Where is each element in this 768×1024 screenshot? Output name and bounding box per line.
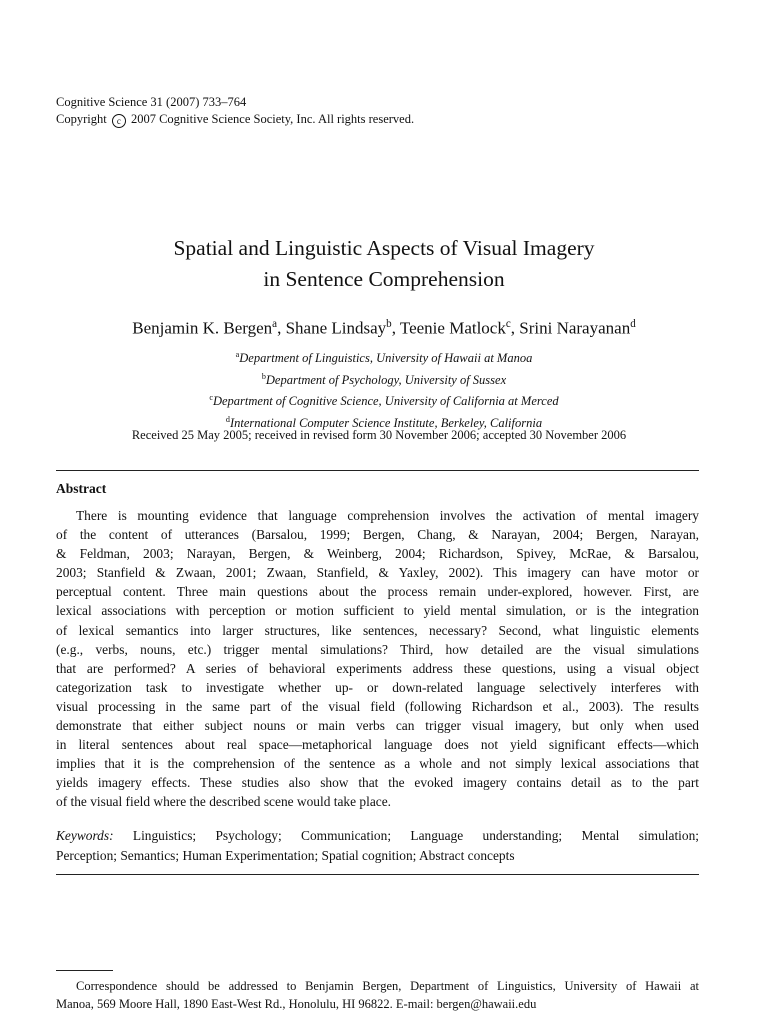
copyright-prefix: Copyright	[56, 112, 107, 126]
footnote-line: Correspondence should be addressed to Benjamin Bergen, Department of Linguistics, University of Hawaii at	[76, 979, 699, 993]
author-affiliation-mark: b	[386, 318, 392, 330]
abstract-line: (e.g., verbs, nouns, etc.) trigger mental simulations? Third, how detailed are the visual simulations	[56, 641, 699, 657]
abstract-line: 2003; Stanfield & Zwaan, 2001; Zwaan, Stanfield, & Yaxley, 2002). This imagery can have motor or	[56, 565, 699, 581]
author-name: Benjamin K. Bergen	[132, 318, 273, 338]
affiliation-text: Department of Psychology, University of Sussex	[265, 372, 507, 387]
journal-header	[56, 94, 414, 128]
abstract-line: & Feldman, 2003; Narayan, Bergen, & Weinberg, 2004; Richardson, Spivey, McRae, & Barsalou,	[56, 546, 699, 562]
copyright-text: 2007 Cognitive Science Society, Inc. All rights reserved.	[130, 112, 415, 126]
author-separator: ,	[510, 318, 520, 338]
affiliation-text: Department of Cognitive Science, University of California at Merced	[212, 394, 559, 409]
abstract-line: perceptual content. Three main questions about the process remain under-explored, however. First, are	[56, 584, 699, 600]
author-name: Teenie Matlock	[399, 318, 506, 338]
keywords-text: Linguistics; Psychology; Communication; Language understanding; Mental simulation;	[132, 828, 699, 843]
affiliation-mark: c	[209, 393, 213, 403]
abstract-line: There is mounting evidence that language comprehension involves the activation of mental imagery	[76, 508, 699, 523]
keywords-line	[56, 826, 699, 846]
abstract-line: in literal sentences about real space—metaphorical language does not yield significant effects—which	[56, 737, 699, 753]
affiliation	[0, 368, 768, 390]
abstract-line: of the content of utterances (Barsalou, 1999; Bergen, Chang, & Narayan, 2004; Bergen, Narayan,	[56, 527, 699, 543]
author-name: Srini Narayanan	[519, 318, 631, 338]
abstract-line: categorization task to investigate whether up- or down-related language selectively interferes with	[56, 679, 699, 695]
author-affiliation-mark: c	[505, 318, 511, 330]
keywords-label: Keywords:	[56, 828, 114, 843]
abstract-top-rule	[56, 470, 699, 471]
journal-citation: Cognitive Science 31 (2007) 733–764	[56, 95, 247, 109]
affiliation-text: International Computer Science Institute, Berkeley, California	[229, 416, 543, 431]
affiliation	[0, 389, 768, 411]
abstract-line: of lexical semantics into larger structures, like sentences, necessary? Second, what linguistic elements	[56, 622, 699, 638]
abstract-line: of the visual field where the described scene would take place.	[56, 794, 392, 810]
author-affiliation-mark: a	[272, 318, 278, 330]
affiliation-mark: a	[235, 350, 240, 359]
affiliation-list	[0, 346, 768, 433]
abstract-line: that are performed? A series of behavioral experiments address these questions, using a visual object	[56, 660, 699, 676]
keywords-line: Perception; Semantics; Human Experimentation; Spatial cognition; Abstract concepts	[56, 847, 515, 863]
abstract-body	[56, 506, 699, 812]
author-list	[0, 312, 768, 341]
footnote-line: Manoa, 569 Moore Hall, 1890 East-West Rd., Honolulu, HI 96822. E-mail: bergen@hawaii.edu	[56, 997, 537, 1011]
affiliation-text: Department of Linguistics, University of Hawaii at Manoa	[239, 351, 533, 366]
title-line-1: Spatial and Linguistic Aspects of Visual Imagery	[173, 236, 595, 260]
copyright-line	[56, 111, 414, 128]
keywords-block	[56, 826, 699, 865]
abstract-line: yields imagery effects. These studies also show that the evoked imagery contains detail as to the part	[56, 775, 699, 791]
affiliation	[0, 346, 768, 368]
title-line-2: in Sentence Comprehension	[263, 267, 505, 291]
abstract-line: lexical associations with perception or motion sufficient to yield mental simulation, or is the integration	[56, 603, 699, 619]
received-dates: Received 25 May 2005; received in revised form 30 November 2006; accepted 30 November 2006	[131, 428, 627, 442]
correspondence-footnote	[56, 977, 699, 1013]
author-name: Shane Lindsay	[285, 318, 387, 338]
footnote-rule	[56, 970, 113, 971]
abstract-line: demonstrate that either subject nouns or main verbs can trigger visual imagery, but only when used	[56, 718, 699, 734]
abstract-line: implies that it is the comprehension of the sentence as a whole and not simply lexical associations that	[56, 756, 699, 772]
copyright-icon: c	[112, 114, 126, 128]
abstract-line: visual processing in the same part of the visual field (following Richardson et al., 2003). The results	[56, 698, 699, 714]
author-affiliation-mark: d	[630, 318, 636, 330]
affiliation-mark: d	[225, 414, 230, 424]
author-separator: ,	[277, 318, 286, 338]
author-separator: ,	[391, 318, 400, 338]
keywords-bottom-rule	[56, 874, 699, 875]
abstract-heading: Abstract	[56, 481, 107, 496]
paper-title	[0, 233, 768, 295]
affiliation-mark: b	[261, 371, 266, 381]
